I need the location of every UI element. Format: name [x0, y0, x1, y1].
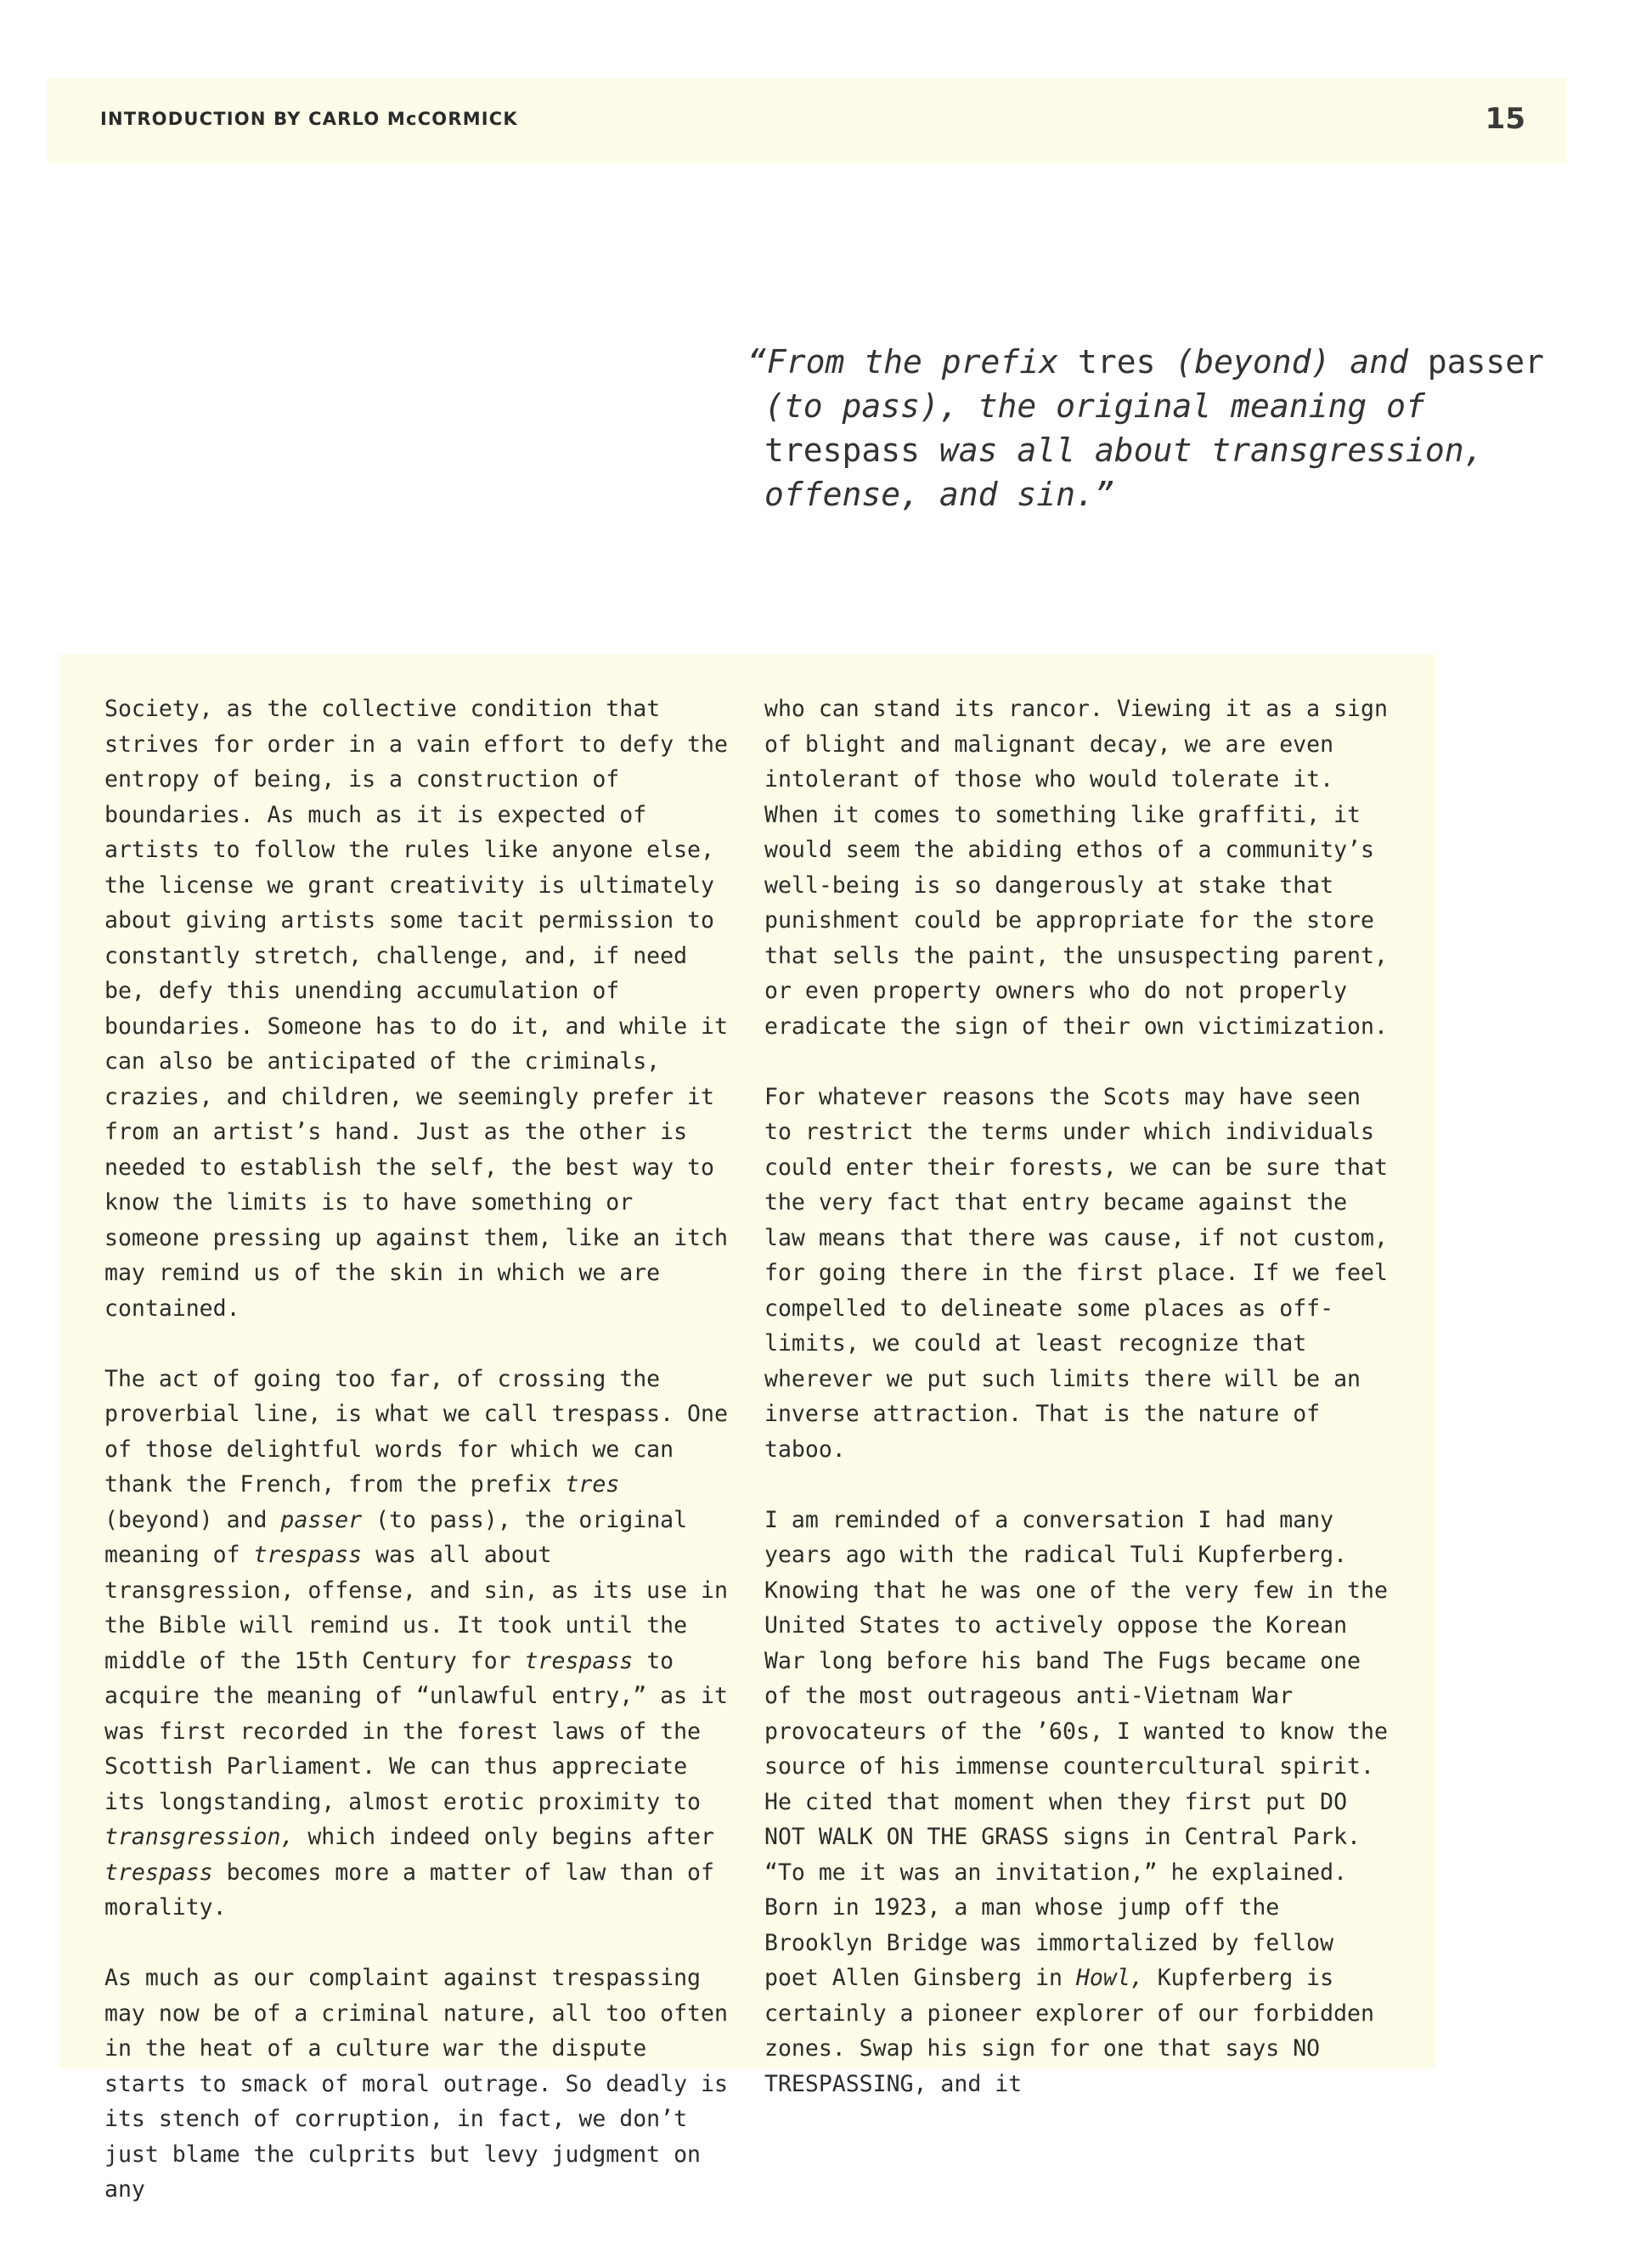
pull-quote: [747, 340, 1563, 516]
paragraph: The act of going too far, of crossing the proverbial line, is what we call trespass. One of those delightful words for which we can thank the French, from the prefix tres (beyond) and passer (to pass), the original meaning of trespass was all about transgression, offense, and sin, as its use in the Bible will remind us. It took until the middle of the 15th Century for trespass to acquire the meaning of “unlawful entry,” as it was first recorded in the forest laws of the Scottish Parliament. We can thus appreciate its longstanding, almost erotic proximity to transgression, which indeed only begins after trespass becomes more a matter of law than of morality.: [104, 1365, 728, 1921]
paragraph: For whatever reasons the Scots may have seen to restrict the terms under which individuals could enter their forests, we can be sure that the very fact that entry became against the law means that there was cause, if not custom, for going there in the first place. If we feel compelled to delineate some places as off-limits, we could at least recognize that wherever we put such limits there will be an inverse attraction. That is the nature of taboo.: [764, 1083, 1388, 1463]
paragraph: I am reminded of a conversation I had many years ago with the radical Tuli Kupferberg. Knowing that he was one of the very few in the United States to actively oppose the Korean War long before his band The Fugs became one of the most outrageous anti-Vietnam War provocateurs of the ’60s, I wanted to know the source of his immense countercultural spirit. He cited that moment when they first put DO NOT WALK ON THE GRASS signs in Central Park. “To me it was an invitation,” he explained. Born in 1923, a man whose jump off the Brooklyn Bridge was immortalized by fellow poet Allen Ginsberg in Howl, Kupferberg is certainly a pioneer explorer of our forbidden zones. Swap his sign for one that says NO TRESPASSING, and it: [764, 1506, 1388, 2097]
right-column: [764, 691, 1389, 2102]
paragraph: As much as our complaint against trespassing may now be of a criminal nature, all too often in the heat of a culture war the dispute starts to smack of moral outrage. So deadly is its stench of corruption, in fact, we don’t just blame the culprits but levy judgment on any: [104, 1965, 728, 2203]
running-head: INTRODUCTION BY CARLO McCORMICK: [100, 109, 518, 129]
paragraph: Society, as the collective condition that strives for order in a vain effort to defy the entropy of being, is a construction of boundaries. As much as it is expected of artists to follow the rules like anyone else, the license we grant creativity is ultimately about giving artists some tacit permission to constantly stretch, challenge, and, if need be, defy this unending accumulation of boundaries. Someone has to do it, and while it can also be anticipated of the criminals, crazies, and children, we seemingly prefer it from an artist’s hand. Just as the other is needed to establish the self, the best way to know the limits is to have something or someone pressing up against them, like an itch may remind us of the skin in which we are contained.: [104, 696, 728, 1322]
paragraph: who can stand its rancor. Viewing it as a sign of blight and malignant decay, we are even intolerant of those who would tolerate it. When it comes to something like graffiti, it would seem the abiding ethos of a community’s well-being is so dangerously at stake that punishment could be appropriate for the store that sells the paint, the unsuspecting parent, or even property owners who do not properly eradicate the sign of their own victimization.: [764, 696, 1388, 1040]
page-number: 15: [1485, 102, 1525, 136]
left-column: [104, 691, 729, 2208]
pull-quote-text: “From the prefix tres (beyond) and passer (to pass), the original meaning of trespass was all about transgression, offense, and sin.”: [747, 343, 1545, 513]
